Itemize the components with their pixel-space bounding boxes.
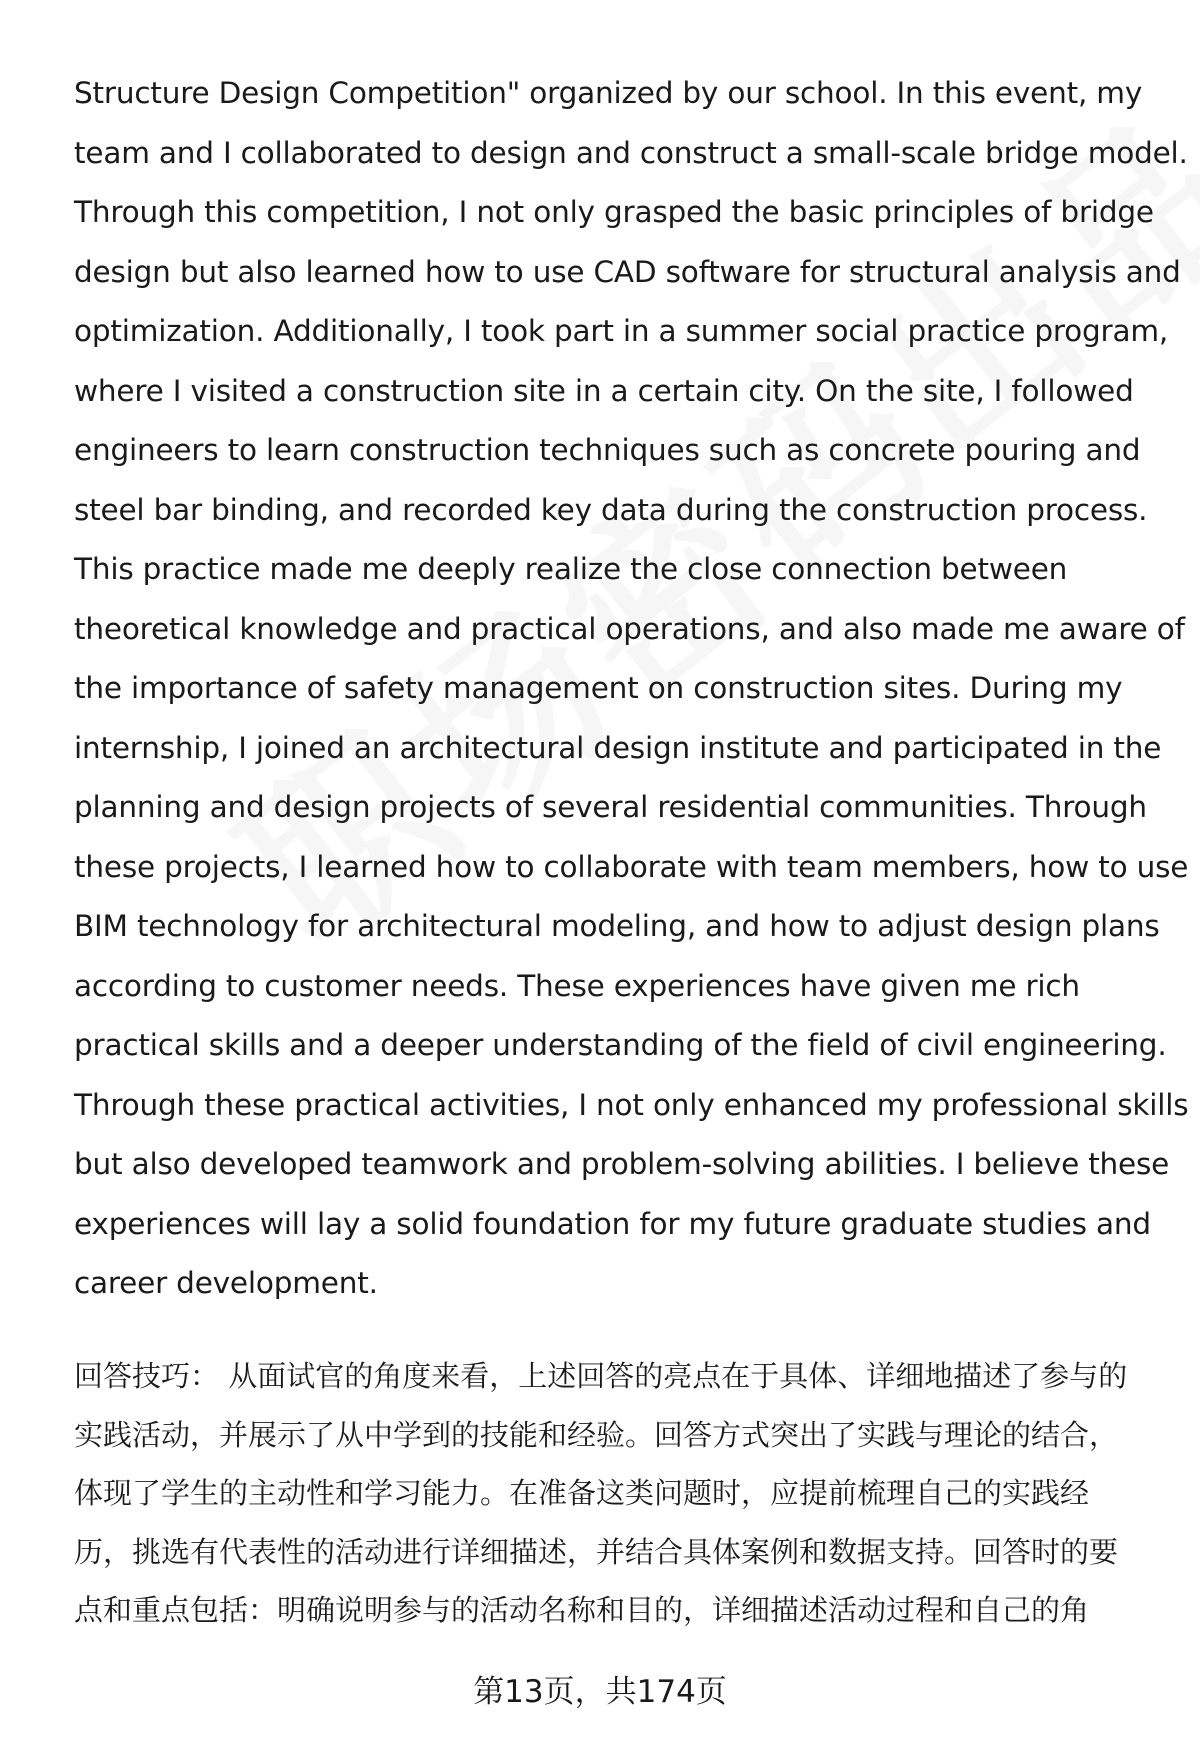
answer-line: career development. xyxy=(74,1266,378,1300)
answer-line: This practice made me deeply realize the close connection between xyxy=(74,552,1068,586)
answer-line: BIM technology for architectural modeling, and how to adjust design plans xyxy=(74,909,1160,943)
tips-line: 体现了学生的主动性和学习能力。在准备这类问题时，应提前梳理自己的实践经 xyxy=(74,1476,1090,1510)
answer-line: experiences will lay a solid foundation for my future graduate studies and xyxy=(74,1206,1151,1241)
answer-line: internship, I joined an architectural design institute and participated in the xyxy=(74,730,1162,765)
answer-paragraph xyxy=(74,64,1189,1314)
answer-line: steel bar binding, and recorded key data during the construction process. xyxy=(74,492,1148,527)
answer-line: theoretical knowledge and practical operations, and also made me aware of xyxy=(74,611,1185,646)
answer-line: Through this competition, I not only grasped the basic principles of bridge xyxy=(74,195,1154,229)
answer-line: planning and design projects of several residential communities. Through xyxy=(74,790,1147,824)
tips-line: 回答技巧： 从面试官的角度来看，上述回答的亮点在于具体、详细地描述了参与的 xyxy=(74,1359,1128,1393)
answer-line: the importance of safety management on construction sites. During my xyxy=(74,671,1123,705)
tips-line: 历，挑选有代表性的活动进行详细描述，并结合具体案例和数据支持。回答时的要 xyxy=(74,1534,1119,1569)
page-number-footer: 第13页，共174页 xyxy=(473,1674,727,1710)
answer-tips-paragraph xyxy=(74,1347,1164,1640)
answer-line: optimization. Additionally, I took part in a summer social practice program, xyxy=(74,314,1169,348)
answer-line: these projects, I learned how to collaborate with team members, how to use xyxy=(74,849,1189,884)
answer-line: where I visited a construction site in a certain city. On the site, I followed xyxy=(74,373,1134,408)
answer-line: practical skills and a deeper understanding of the field of civil engineering. xyxy=(74,1028,1167,1062)
answer-line: Through these practical activities, I not only enhanced my professional skills xyxy=(74,1087,1189,1122)
answer-line: design but also learned how to use CAD software for structural analysis and xyxy=(74,254,1181,289)
answer-line: but also developed teamwork and problem-solving abilities. I believe these xyxy=(74,1147,1170,1181)
tips-line: 点和重点包括：明确说明参与的活动名称和目的，详细描述活动过程和自己的角 xyxy=(74,1593,1090,1627)
answer-line: according to customer needs. These experiences have given me rich xyxy=(74,968,1080,1003)
tips-line: 实践活动，并展示了从中学到的技能和经验。回答方式突出了实践与理论的结合， xyxy=(74,1417,1119,1452)
answer-line: engineers to learn construction techniques such as concrete pouring and xyxy=(74,433,1141,467)
answer-line: team and I collaborated to design and construct a small-scale bridge model. xyxy=(74,135,1188,170)
answer-line: Structure Design Competition" organized by our school. In this event, my xyxy=(74,76,1143,110)
